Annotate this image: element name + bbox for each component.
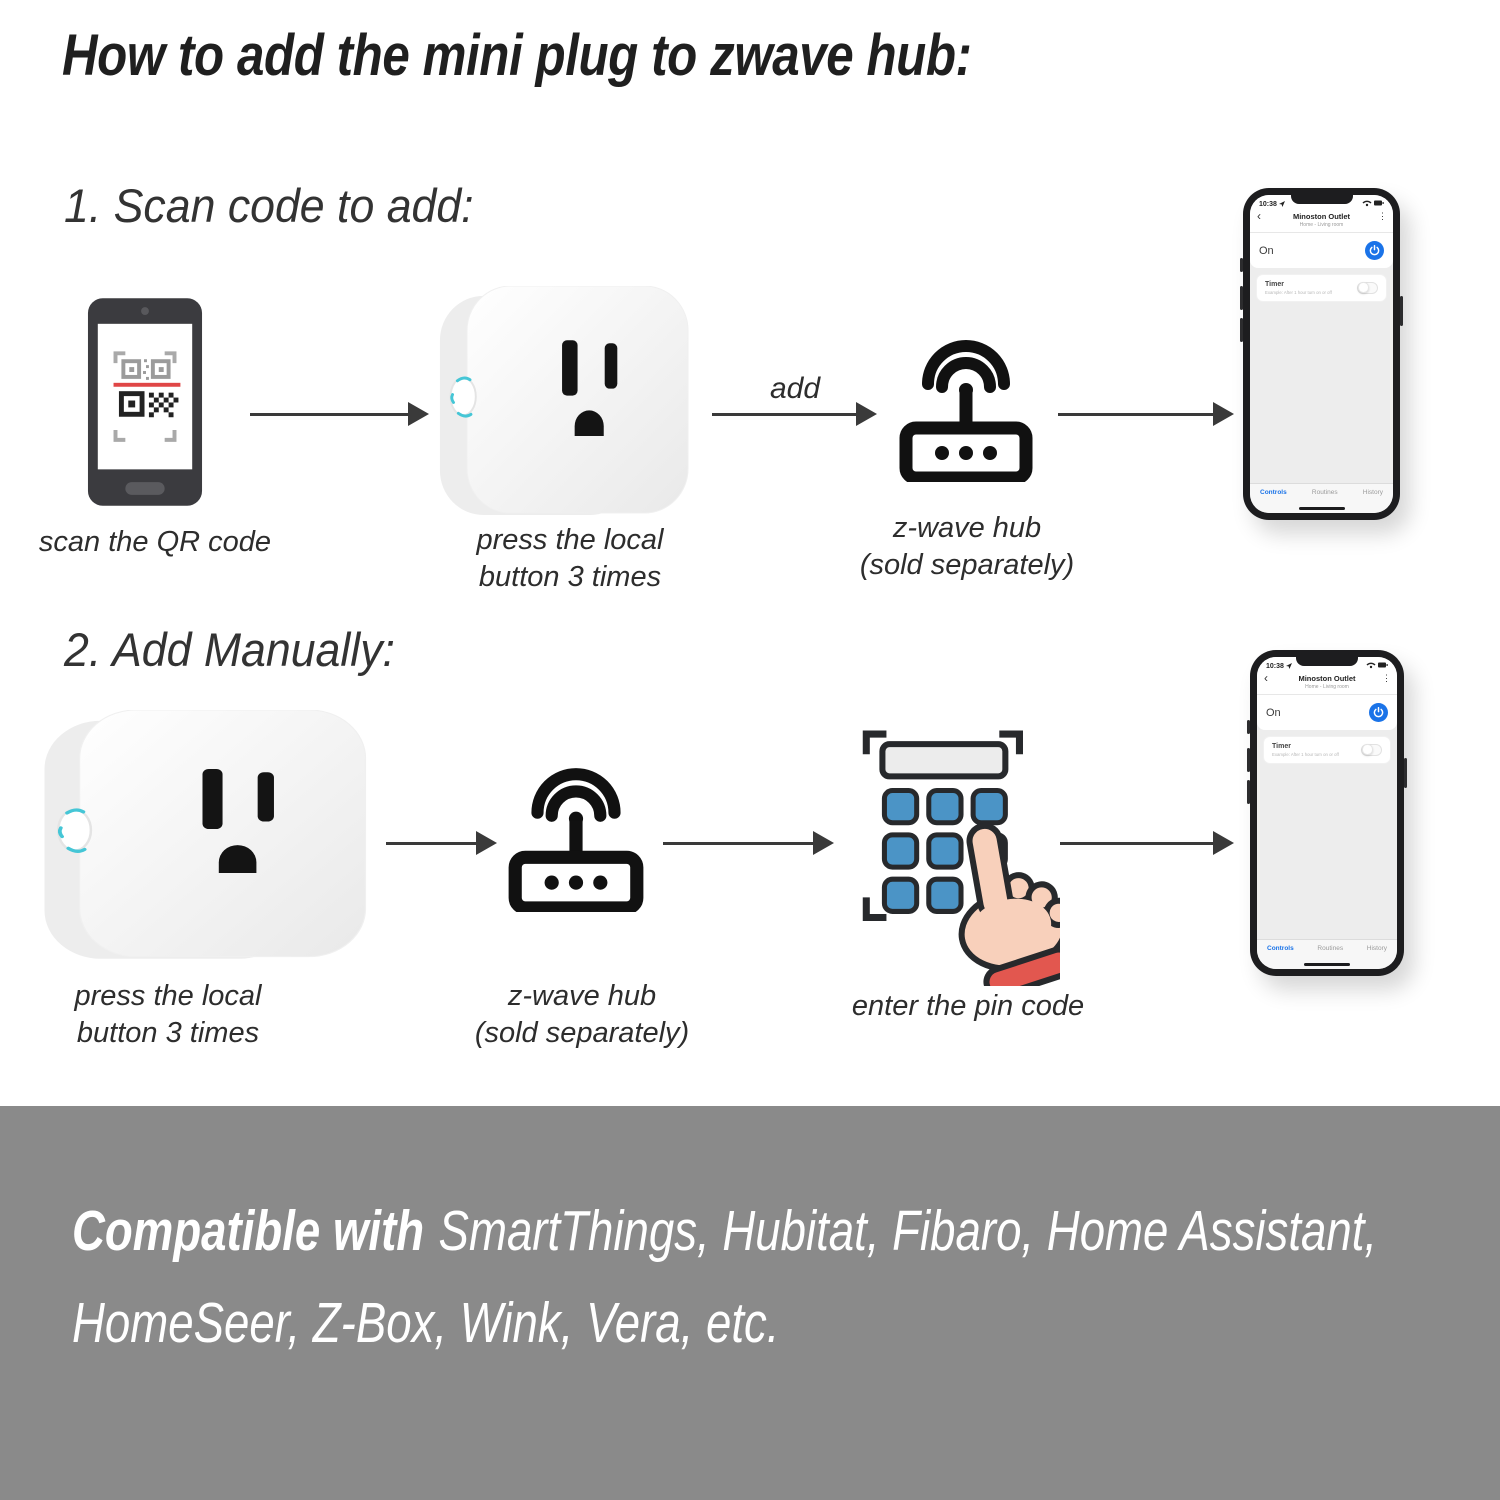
page-title: How to add the mini plug to zwave hub: — [62, 23, 972, 88]
smart-plug-icon — [438, 286, 690, 518]
caption-press-button: press the local button 3 times — [476, 524, 664, 593]
arrow-right — [1058, 413, 1213, 416]
status-time: 10:38 — [1259, 200, 1277, 208]
tab-history: History — [1366, 945, 1387, 952]
zwave-hub-icon — [896, 332, 1036, 482]
location-arrow-icon — [1279, 201, 1285, 207]
app-tab-bar — [1250, 483, 1393, 513]
app-phone-mockup — [1250, 650, 1404, 976]
pin-pad-icon — [858, 726, 1060, 986]
section1-heading: 1. Scan code to add: — [64, 179, 474, 232]
power-button-icon — [1369, 703, 1388, 722]
section2-heading: 2. Add Manually: — [64, 623, 395, 676]
arrow-right — [250, 413, 408, 416]
tab-routines: Routines — [1311, 489, 1338, 496]
back-chevron-icon: ‹ — [1264, 671, 1268, 685]
power-button-icon — [1365, 241, 1384, 260]
caption-press-button: press the local button 3 times — [74, 980, 262, 1049]
timer-label: Timer — [1272, 743, 1291, 750]
app-header — [1250, 210, 1393, 233]
device-location: Home - Living room — [1299, 222, 1344, 228]
pin-display — [882, 744, 1005, 776]
caption-zwave-hub: z-wave hub (sold separately) — [474, 980, 690, 1049]
zwave-hub-icon — [505, 760, 647, 912]
plug-local-button — [451, 378, 476, 416]
tab-controls: Controls — [1260, 489, 1287, 496]
arrow-right — [663, 842, 813, 845]
arrow-label-add: add — [769, 372, 821, 405]
home-indicator — [1299, 507, 1345, 511]
compatibility-band — [0, 1106, 1500, 1500]
qr-scanline — [114, 383, 181, 387]
compatibility-line1: Compatible with SmartThings, Hubitat, Fibaro, Home Assistant, — [72, 1199, 1378, 1263]
plug-local-button — [58, 810, 91, 851]
back-chevron-icon: ‹ — [1257, 209, 1261, 223]
device-title: Minoston Outlet — [1298, 674, 1356, 683]
timer-subtitle: Example: After 1 hour turn on or off — [1272, 752, 1339, 757]
location-arrow-icon — [1286, 663, 1292, 669]
phone-notch — [1291, 195, 1353, 204]
wifi-battery-icons — [1362, 199, 1384, 207]
app-phone-mockup — [1243, 188, 1400, 520]
arrow-right — [386, 842, 476, 845]
device-location: Home - Living room — [1305, 684, 1349, 690]
tab-history: History — [1362, 489, 1383, 496]
arrow-right — [1060, 842, 1213, 845]
qr-scan-phone-icon — [86, 296, 204, 508]
on-row — [1250, 233, 1393, 268]
caption-zwave-hub: z-wave hub (sold separately) — [859, 512, 1075, 581]
compatibility-line2: HomeSeer, Z-Box, Wink, Vera, etc. — [72, 1291, 780, 1355]
on-label: On — [1266, 706, 1281, 719]
phone-notch — [1296, 657, 1358, 666]
status-time: 10:38 — [1266, 662, 1284, 670]
timer-toggle — [1357, 282, 1378, 295]
kebab-menu-icon: ⋮ — [1382, 673, 1391, 683]
tab-controls: Controls — [1267, 945, 1294, 952]
on-row — [1257, 695, 1397, 730]
tab-routines: Routines — [1317, 945, 1344, 952]
caption-enter-pin: enter the pin code — [851, 990, 1085, 1022]
device-title: Minoston Outlet — [1292, 212, 1351, 221]
arrow-right — [712, 413, 856, 416]
kebab-menu-icon: ⋮ — [1378, 211, 1387, 221]
timer-subtitle: Example: After 1 hour turn on or off — [1265, 290, 1332, 295]
caption-scan-qr: scan the QR code — [38, 526, 272, 558]
timer-card — [1263, 736, 1391, 764]
home-indicator — [1304, 963, 1350, 967]
app-header — [1257, 672, 1397, 695]
app-tab-bar — [1257, 939, 1397, 969]
wifi-battery-icons — [1366, 661, 1388, 669]
smart-plug-icon — [42, 710, 368, 962]
timer-label: Timer — [1265, 281, 1284, 288]
timer-card — [1256, 274, 1387, 302]
timer-toggle — [1361, 744, 1382, 757]
on-label: On — [1259, 244, 1274, 257]
